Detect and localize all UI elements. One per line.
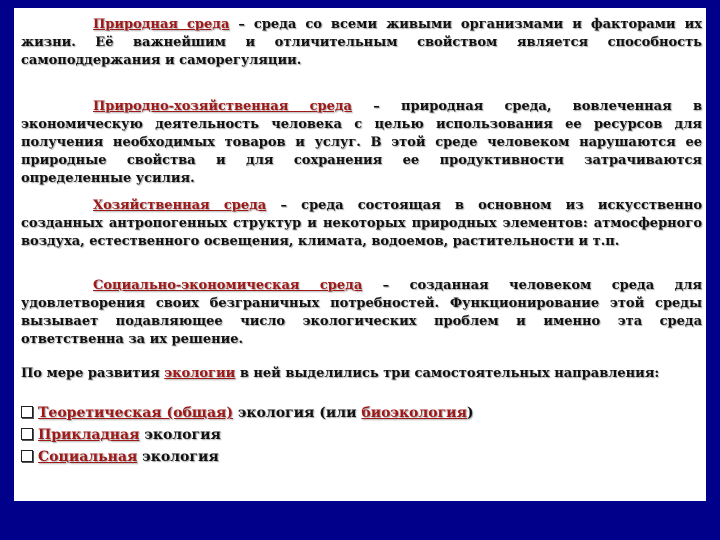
definition-text: – созданная человеком среда для удовлетворения своих безграничных потребностей. Функционирование этой среды вызывает подавляющее число экологических проблем и именно эта среда ответственна за их решение. [21, 278, 702, 347]
term-socio-economic-environment: Социально-экономическая среда [93, 278, 363, 293]
definition-text: – природная среда, вовлеченная в экономическую деятельность человека с целью использования ее ресурсов для получения необходимых товаров и услуг. В этой среде человеком нарушаются ее природные свойства и для сохранения ее продуктивности затрачиваются определенные усилия. [21, 99, 702, 186]
slide-canvas [14, 8, 706, 501]
definition-text: – среда состоящая в основном из искусственно созданных антропогенных структур и некоторых природных элементов: атмосферного воздуха, естественного освещения, климата, водоемов, растительности и т.п. [21, 198, 702, 249]
bullet-text: экология (или [232, 405, 362, 421]
bullet-term: Прикладная [38, 427, 140, 443]
paragraph-natural-environment [21, 16, 702, 70]
definition-text: – среда со всеми живыми организмами и факторами их жизни. Её важнейшим и отличительным свойством является способность самоподдержания и саморегуляции. [21, 17, 702, 68]
term-economic-environment: Хозяйственная среда [93, 198, 267, 213]
bullet-term: Социальная [38, 449, 138, 465]
term-natural-environment: Природная среда [93, 17, 230, 32]
checkbox-bullet-icon [21, 428, 33, 440]
bottom-band [0, 501, 720, 540]
bullet-end: ) [466, 405, 474, 421]
bullet-text: экология [137, 449, 219, 465]
bullet-item-applied [21, 424, 221, 446]
term-ecology: экологии [164, 366, 236, 381]
paragraph-natural-economic-environment [21, 98, 702, 188]
term-natural-economic-environment: Природно-хозяйственная среда [93, 99, 352, 114]
intro-line [21, 365, 702, 383]
bullet-item-social [21, 446, 219, 468]
intro-before: По мере развития [21, 366, 165, 381]
intro-after: в ней выделились три самостоятельных направления: [235, 366, 660, 381]
checkbox-bullet-icon [21, 406, 33, 418]
bullet-text: экология [139, 427, 221, 443]
paragraph-economic-environment [21, 197, 702, 251]
bullet-item-theoretical [21, 402, 474, 424]
paragraph-socio-economic-environment [21, 277, 702, 349]
bullet-term: Теоретическая (общая) [38, 405, 233, 421]
checkbox-bullet-icon [21, 450, 33, 462]
bullet-term-secondary: биоэкология [361, 405, 467, 421]
